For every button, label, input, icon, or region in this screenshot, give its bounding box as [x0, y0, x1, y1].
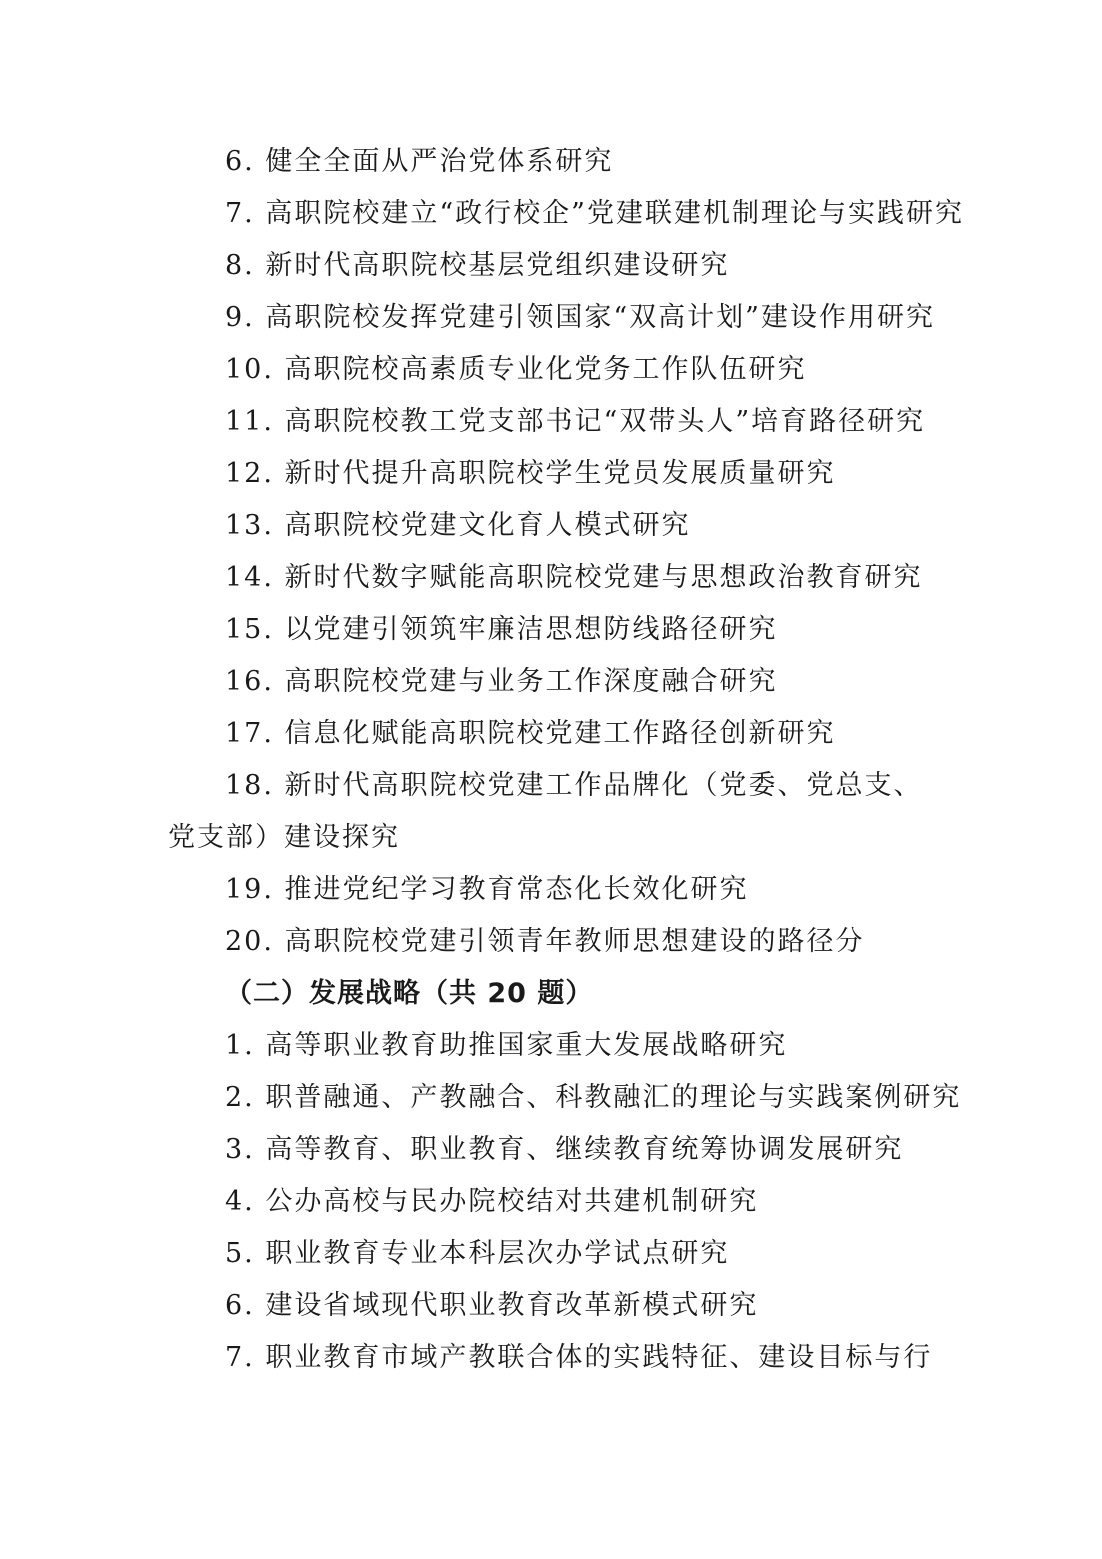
list-item: 3. 高等教育、职业教育、继续教育统筹协调发展研究 — [225, 1134, 904, 1165]
list-item: 16. 高职院校党建与业务工作深度融合研究 — [225, 666, 778, 697]
list-item: 6. 健全全面从严治党体系研究 — [225, 146, 614, 177]
list-item: 12. 新时代提升高职院校学生党员发展质量研究 — [225, 458, 836, 489]
section-heading: （二）发展战略（共 20 题） — [225, 978, 594, 1009]
list-item: 2. 职普融通、产教融合、科教融汇的理论与实践案例研究 — [225, 1082, 962, 1113]
list-item: 9. 高职院校发挥党建引领国家“双高计划”建设作用研究 — [225, 302, 935, 333]
list-item: 1. 高等职业教育助推国家重大发展战略研究 — [225, 1030, 788, 1061]
list-item: 7. 职业教育市域产教联合体的实践特征、建设目标与行 — [225, 1342, 933, 1373]
list-item: 4. 公办高校与民办院校结对共建机制研究 — [225, 1186, 759, 1217]
list-item: 5. 职业教育专业本科层次办学试点研究 — [225, 1238, 730, 1269]
list-item: 17. 信息化赋能高职院校党建工作路径创新研究 — [225, 718, 836, 749]
list-item-18-line1: 18. 新时代高职院校党建工作品牌化（党委、党总支、 — [225, 770, 923, 801]
list-item: 10. 高职院校高素质专业化党务工作队伍研究 — [225, 354, 807, 385]
list-item-18-line2: 党支部）建设探究 — [168, 822, 400, 853]
list-item: 15. 以党建引领筑牢廉洁思想防线路径研究 — [225, 614, 778, 645]
list-item: 8. 新时代高职院校基层党组织建设研究 — [225, 250, 730, 281]
list-item: 7. 高职院校建立“政行校企”党建联建机制理论与实践研究 — [225, 198, 964, 229]
list-item: 13. 高职院校党建文化育人模式研究 — [225, 510, 691, 541]
document-body — [168, 136, 964, 1384]
list-item: 14. 新时代数字赋能高职院校党建与思想政治教育研究 — [225, 562, 923, 593]
list-item: 19. 推进党纪学习教育常态化长效化研究 — [225, 874, 749, 905]
list-item: 11. 高职院校教工党支部书记“双带头人”培育路径研究 — [225, 406, 926, 437]
list-item: 6. 建设省域现代职业教育改革新模式研究 — [225, 1290, 759, 1321]
list-item: 20. 高职院校党建引领青年教师思想建设的路径分 — [225, 926, 865, 957]
